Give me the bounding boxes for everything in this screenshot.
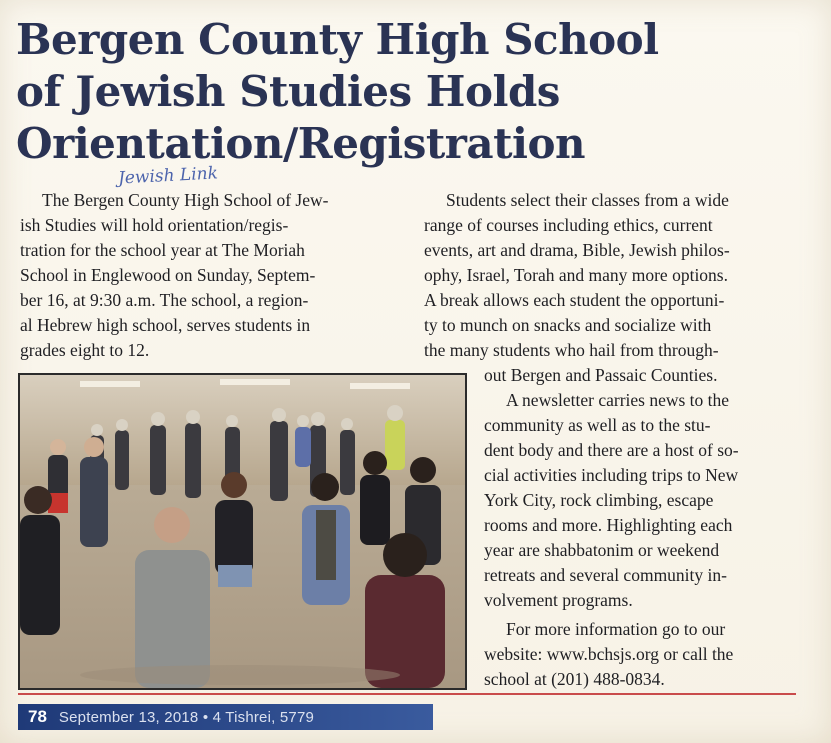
text-line: A break allows each student the opportuni- <box>424 290 725 310</box>
right-column-wrap <box>484 363 808 692</box>
text-line: dent body and there are a host of so- <box>484 440 739 460</box>
students-photo-illustration <box>20 375 465 688</box>
text-line: cial activities including trips to New <box>484 465 739 485</box>
text-line: events, art and drama, Bible, Jewish philos- <box>424 240 730 260</box>
handwritten-note: Jewish Link <box>117 163 219 189</box>
text-line: community as well as to the stu- <box>484 415 711 435</box>
left-column <box>20 188 402 363</box>
text-line: ber 16, at 9:30 a.m. The school, a region- <box>20 290 309 310</box>
page-footer <box>18 704 433 730</box>
text-line: out Bergen and Passaic Counties. <box>484 365 718 385</box>
text-line: For more information go to our <box>506 619 726 639</box>
text-line: Students select their classes from a wide <box>446 190 729 210</box>
text-line: rooms and more. Highlighting each <box>484 515 733 535</box>
right-column-top <box>424 188 808 363</box>
text-line: year are shabbatonim or weekend <box>484 540 720 560</box>
page-number: 78 <box>28 707 47 726</box>
text-line: volvement programs. <box>484 590 633 610</box>
text-line: al Hebrew high school, serves students in <box>20 315 311 335</box>
headline-line: Bergen County High School <box>16 15 659 64</box>
headline-line: of Jewish Studies Holds <box>16 67 560 116</box>
text-line: retreats and several community in- <box>484 565 727 585</box>
text-line: A newsletter carries news to the <box>506 390 730 410</box>
text-line: ish Studies will hold orientation/regis- <box>20 215 289 235</box>
text-line: range of courses including ethics, current <box>424 215 713 235</box>
text-line: grades eight to 12. <box>20 340 150 360</box>
article-photo <box>18 373 467 690</box>
text-line: school at (201) 488-0834. <box>484 669 665 689</box>
text-line: tration for the school year at The Moriah <box>20 240 305 260</box>
text-line: School in Englewood on Sunday, Septem- <box>20 265 316 285</box>
text-line: website: www.bchsjs.org or call the <box>484 644 734 664</box>
text-line: the many students who hail from through- <box>424 340 719 360</box>
headline-line: Orientation/Registration <box>16 119 586 168</box>
text-line: ty to munch on snacks and socialize with <box>424 315 712 335</box>
issue-date: September 13, 2018 • 4 Tishrei, 5779 <box>58 708 315 726</box>
article-headline <box>16 14 816 170</box>
text-line: ophy, Israel, Torah and many more options. <box>424 265 728 285</box>
text-line: York City, rock climbing, escape <box>484 490 714 510</box>
text-line: The Bergen County High School of Jew- <box>42 190 329 210</box>
footer-divider <box>18 693 796 695</box>
